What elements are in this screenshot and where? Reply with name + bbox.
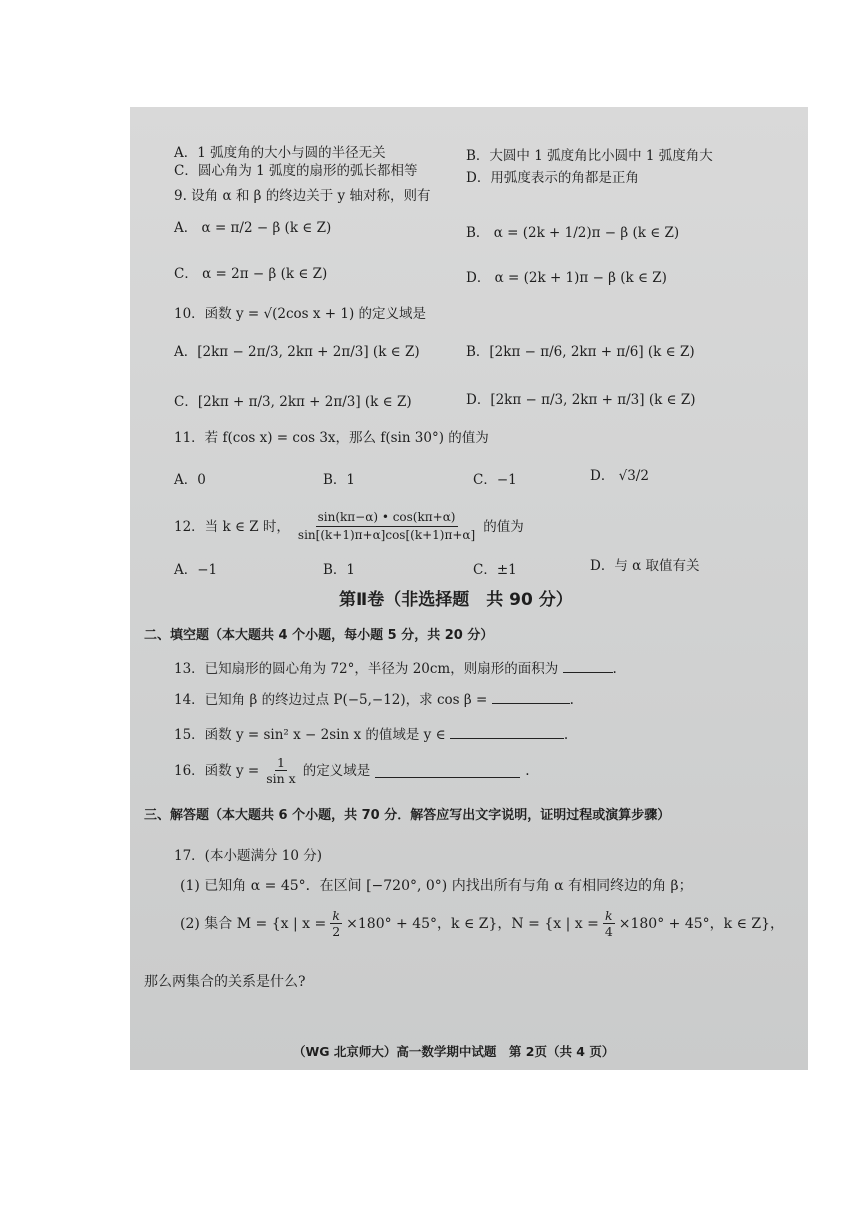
q17-part2-post: ×180° + 45°，k ∈ Z}， (618, 915, 785, 932)
q12-option-c: C．±1 (473, 562, 517, 578)
q14: 14．已知角 β 的终边过点 P(−5,−12)，求 cos β = . (174, 689, 574, 709)
q12-stem-post: 的值为 (483, 518, 524, 535)
section2-title: 二、填空题（本大题共 4 个小题，每小题 5 分，共 20 分） (144, 628, 494, 643)
q12-option-b: B．1 (323, 562, 356, 578)
exam-page (130, 107, 808, 1070)
section3-title: 三、解答题（本大题共 6 个小题，共 70 分．解答应写出文字说明，证明过程或演算步骤） (144, 808, 671, 823)
q16-post: 的定义域是 (302, 762, 371, 779)
q13-text: 13．已知扇形的圆心角为 72°，半径为 20cm，则扇形的面积为 (174, 661, 559, 677)
q12-option-d: D．与 α 取值有关 (590, 558, 700, 574)
q15-text: 15．函数 y = sin² x − 2sin x 的值域是 y ∈ (174, 727, 446, 743)
q8-option-b: B．大圆中 1 弧度角比小圆中 1 弧度角大 (466, 148, 713, 164)
q17-part2-pre: (2) 集合 M = {x | x = (180, 915, 327, 932)
q16-pre: 16．函数 y = (174, 762, 260, 779)
q12-option-a: A．−1 (174, 562, 218, 578)
q12-numerator: sin(kπ−α) • cos(kπ+α) (316, 509, 458, 527)
q16-denominator: sin x (266, 771, 296, 786)
q11-stem: 11．若 f(cos x) = cos 3x，那么 f(sin 30°) 的值为 (174, 430, 489, 446)
q10-option-d: D．[2kπ − π/3, 2kπ + π/3] (k ∈ Z) (466, 392, 696, 408)
q10-stem: 10．函数 y = √(2cos x + 1) 的定义域是 (174, 306, 427, 322)
q17-part2-mid: ×180° + 45°，k ∈ Z}，N = {x | x = (346, 915, 599, 932)
q12-fraction (296, 509, 477, 544)
q9-option-c: C． α = 2π − β (k ∈ Z) (174, 266, 328, 282)
q17-fraction-2 (603, 908, 615, 939)
q14-answer-blank (492, 689, 570, 704)
q16: 16．函数 y = $\frac{1}{\text{sin x}}$ 的定义域是 . (174, 755, 530, 786)
q11-option-a: A．0 (174, 472, 206, 488)
q10-option-c: C．[2kπ + π/3, 2kπ + 2π/3] (k ∈ Z) (174, 394, 412, 410)
q11-option-c: C．−1 (473, 472, 517, 488)
q8-option-a: A．1 弧度角的大小与圆的半径无关 (174, 145, 386, 161)
q17-fraction-1-den: 2 (332, 924, 341, 939)
q15: 15．函数 y = sin² x − 2sin x 的值域是 y ∈ . (174, 724, 568, 744)
q9-option-a: A． α = π/2 − β (k ∈ Z) (174, 220, 332, 236)
q16-fraction (264, 755, 298, 786)
q17-fraction-2-den: 4 (604, 924, 613, 939)
q9-option-b: B． α = (2k + 1/2)π − β (k ∈ Z) (466, 225, 680, 241)
q16-answer-blank (375, 763, 520, 778)
part2-title: 第Ⅱ卷（非选择题 共 90 分） (339, 590, 573, 610)
q17-part3: 那么两集合的关系是什么? (144, 974, 306, 990)
q12-denominator: sin[(k+1)π+α]cos[(k+1)π+α] (297, 528, 476, 542)
q16-numerator: 1 (276, 755, 285, 770)
q9-option-d: D． α = (2k + 1)π − β (k ∈ Z) (466, 270, 667, 286)
q10-option-a: A．[2kπ − 2π/3, 2kπ + 2π/3] (k ∈ Z) (174, 344, 420, 360)
q11-option-d: D． √3/2 (590, 468, 649, 484)
q9-stem: 9. 设角 α 和 β 的终边关于 y 轴对称，则有 (174, 188, 431, 204)
q14-text: 14．已知角 β 的终边过点 P(−5,−12)，求 cos β = (174, 692, 488, 708)
q11-option-b: B．1 (323, 472, 356, 488)
q15-answer-blank (450, 724, 564, 739)
q10-option-b: B．[2kπ − π/6, 2kπ + π/6] (k ∈ Z) (466, 344, 695, 360)
q17-fraction-1 (330, 908, 342, 939)
q8-option-d: D．用弧度表示的角都是正角 (466, 170, 639, 186)
q12-stem (174, 509, 524, 544)
q17-fraction-2-num: k (605, 908, 613, 923)
q17-part2 (180, 908, 784, 939)
q8-option-c: C．圆心角为 1 弧度的扇形的弧长都相等 (174, 163, 418, 179)
q13-answer-blank (563, 658, 613, 673)
q17-part1: (1) 已知角 α = 45°．在区间 [−720°, 0°) 内找出所有与角 α 有相同终边的角 β； (180, 878, 693, 894)
q17-head: 17．(本小题满分 10 分) (174, 848, 322, 864)
q12-stem-pre: 12．当 k ∈ Z 时， (174, 518, 290, 535)
q17-fraction-1-num: k (332, 908, 340, 923)
q13: 13．已知扇形的圆心角为 72°，半径为 20cm，则扇形的面积为 . (174, 658, 617, 678)
page-footer: （WG 北京师大）高一数学期中试题 第 2页（共 4 页） (293, 1044, 615, 1059)
